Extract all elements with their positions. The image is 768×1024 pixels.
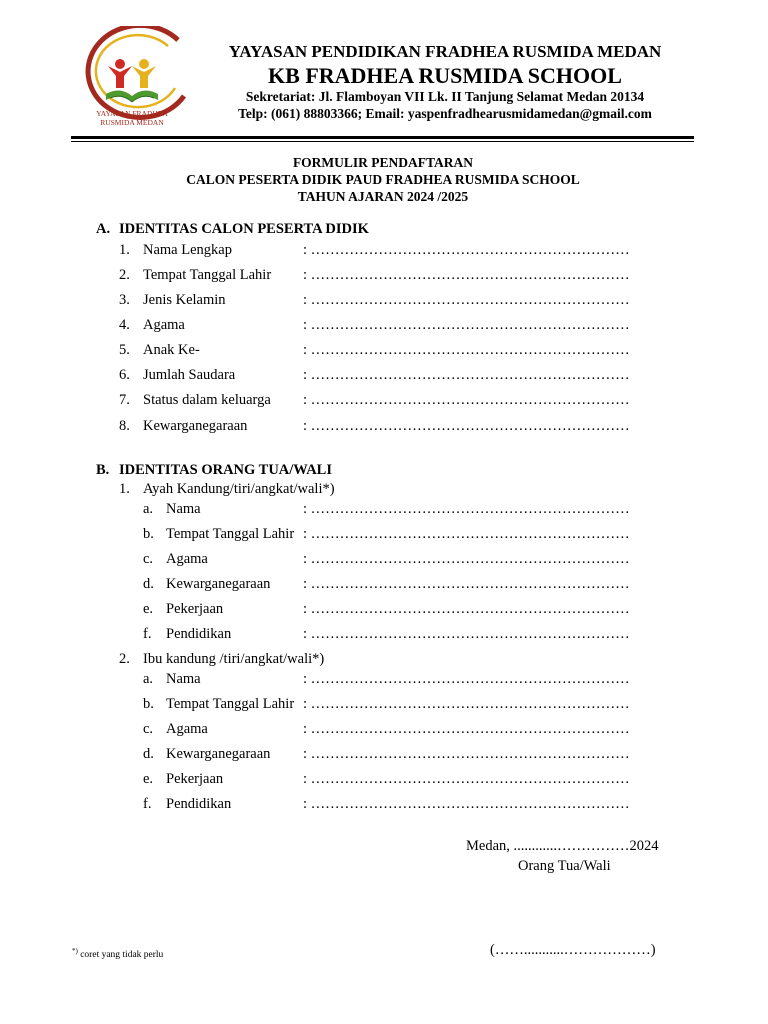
field-fill-jenis-kelamin[interactable]: : …………………………………………………………	[303, 292, 630, 308]
footnote-mark: *)	[72, 947, 78, 955]
mother-fill-nama[interactable]: : …………………………………………………………	[303, 671, 630, 687]
logo-text-2: RUSMIDA MEDAN	[100, 118, 164, 127]
mother-fill-ttl[interactable]: : …………………………………………………………	[303, 696, 630, 712]
field-fill-jumlah-saudara[interactable]: : …………………………………………………………	[303, 367, 630, 383]
list-item-letter: a.	[143, 671, 154, 687]
father-label-kewarganegaraan: Kewarganegaraan	[166, 576, 271, 592]
mother-group-label: Ibu kandung /tiri/angkat/wali*)	[143, 651, 325, 667]
father-fill-pendidikan[interactable]: : …………………………………………………………	[303, 626, 630, 642]
father-label-pendidikan: Pendidikan	[166, 626, 232, 642]
mother-label-ttl: Tempat Tanggal Lahir	[166, 696, 295, 712]
list-item-number: 7.	[119, 392, 130, 408]
list-item-number: 3.	[119, 292, 130, 308]
field-fill-kewarganegaraan[interactable]: : …………………………………………………………	[303, 418, 630, 434]
field-label-status-keluarga: Status dalam keluarga	[143, 392, 271, 408]
mother-label-nama: Nama	[166, 671, 201, 687]
father-fill-agama[interactable]: : …………………………………………………………	[303, 551, 630, 567]
field-label-nama-lengkap: Nama Lengkap	[143, 242, 232, 258]
list-item-number: 8.	[119, 418, 130, 434]
father-label-agama: Agama	[166, 551, 208, 567]
academic-year: TAHUN AJARAN 2024 /2025	[297, 189, 469, 204]
signature-role: Orang Tua/Wali	[518, 858, 611, 874]
field-fill-status-keluarga[interactable]: : …………………………………………………………	[303, 392, 630, 408]
father-label-ttl: Tempat Tanggal Lahir	[166, 526, 295, 542]
father-fill-pekerjaan[interactable]: : …………………………………………………………	[303, 601, 630, 617]
foundation-name: YAYASAN PENDIDIKAN FRADHEA RUSMIDA MEDAN	[228, 42, 662, 61]
field-label-tempat-tanggal-lahir: Tempat Tanggal Lahir	[143, 267, 272, 283]
field-label-anak-ke: Anak Ke-	[143, 342, 200, 358]
list-item-number: 1.	[119, 242, 130, 258]
father-fill-nama[interactable]: : …………………………………………………………	[303, 501, 630, 517]
section-b-letter: B.	[96, 462, 110, 478]
list-item-letter: f.	[143, 626, 152, 642]
list-item-letter: c.	[143, 721, 154, 737]
list-item-letter: d.	[143, 576, 154, 592]
mother-label-kewarganegaraan: Kewarganegaraan	[166, 746, 271, 762]
list-item-number: 5.	[119, 342, 130, 358]
field-fill-tempat-tanggal-lahir[interactable]: : …………………………………………………………	[303, 267, 630, 283]
form-subtitle: CALON PESERTA DIDIK PAUD FRADHEA RUSMIDA SCHOOL	[186, 172, 580, 187]
mother-label-pekerjaan: Pekerjaan	[166, 771, 224, 787]
father-fill-ttl[interactable]: : …………………………………………………………	[303, 526, 630, 542]
list-item-number: 2.	[119, 651, 130, 667]
mother-label-agama: Agama	[166, 721, 208, 737]
father-label-nama: Nama	[166, 501, 201, 517]
father-label-pekerjaan: Pekerjaan	[166, 601, 224, 617]
section-a-heading: IDENTITAS CALON PESERTA DIDIK	[119, 221, 369, 237]
mother-label-pendidikan: Pendidikan	[166, 796, 232, 812]
list-item-letter: d.	[143, 746, 154, 762]
list-item-number: 1.	[119, 481, 130, 497]
field-fill-agama[interactable]: : …………………………………………………………	[303, 317, 630, 333]
field-fill-nama-lengkap[interactable]: : …………………………………………………………	[303, 242, 630, 258]
list-item-number: 2.	[119, 267, 130, 283]
mother-fill-pekerjaan[interactable]: : …………………………………………………………	[303, 771, 630, 787]
letterhead-rule-thick	[71, 136, 694, 139]
field-label-jumlah-saudara: Jumlah Saudara	[143, 367, 236, 383]
mother-fill-kewarganegaraan[interactable]: : …………………………………………………………	[303, 746, 630, 762]
logo-text-1: YAYASAN FRADHEA	[96, 109, 168, 118]
form-title: FORMULIR PENDAFTARAN	[292, 155, 474, 170]
list-item-letter: c.	[143, 551, 154, 567]
school-address: Sekretariat: Jl. Flamboyan VII Lk. II Tanjung Selamat Medan 20134	[245, 89, 645, 104]
footnote	[72, 947, 163, 960]
field-label-jenis-kelamin: Jenis Kelamin	[143, 292, 226, 308]
school-contact: Telp: (061) 88803366; Email: yaspenfradhearusmidamedan@gmail.com	[238, 106, 652, 121]
school-name: KB FRADHEA RUSMIDA SCHOOL	[268, 63, 622, 88]
list-item-letter: e.	[143, 771, 154, 787]
signature-name-line[interactable]: (……...........………………)	[490, 942, 656, 958]
mother-fill-agama[interactable]: : …………………………………………………………	[303, 721, 630, 737]
list-item-number: 6.	[119, 367, 130, 383]
list-item-letter: b.	[143, 526, 154, 542]
mother-fill-pendidikan[interactable]: : …………………………………………………………	[303, 796, 630, 812]
list-item-number: 4.	[119, 317, 130, 333]
list-item-letter: f.	[143, 796, 152, 812]
list-item-letter: e.	[143, 601, 154, 617]
father-group-label: Ayah Kandung/tiri/angkat/wali*)	[143, 481, 335, 497]
place-date[interactable]: Medan, ............……………2024	[466, 838, 659, 854]
field-label-kewarganegaraan: Kewarganegaraan	[143, 418, 248, 434]
list-item-letter: b.	[143, 696, 154, 712]
section-b-heading: IDENTITAS ORANG TUA/WALI	[119, 462, 332, 478]
field-fill-anak-ke[interactable]: : …………………………………………………………	[303, 342, 630, 358]
list-item-letter: a.	[143, 501, 154, 517]
father-fill-kewarganegaraan[interactable]: : …………………………………………………………	[303, 576, 630, 592]
section-a-letter: A.	[96, 221, 111, 237]
footnote-text: coret yang tidak perlu	[77, 950, 164, 961]
field-label-agama: Agama	[143, 317, 185, 333]
letterhead-rule-thin	[71, 141, 694, 142]
